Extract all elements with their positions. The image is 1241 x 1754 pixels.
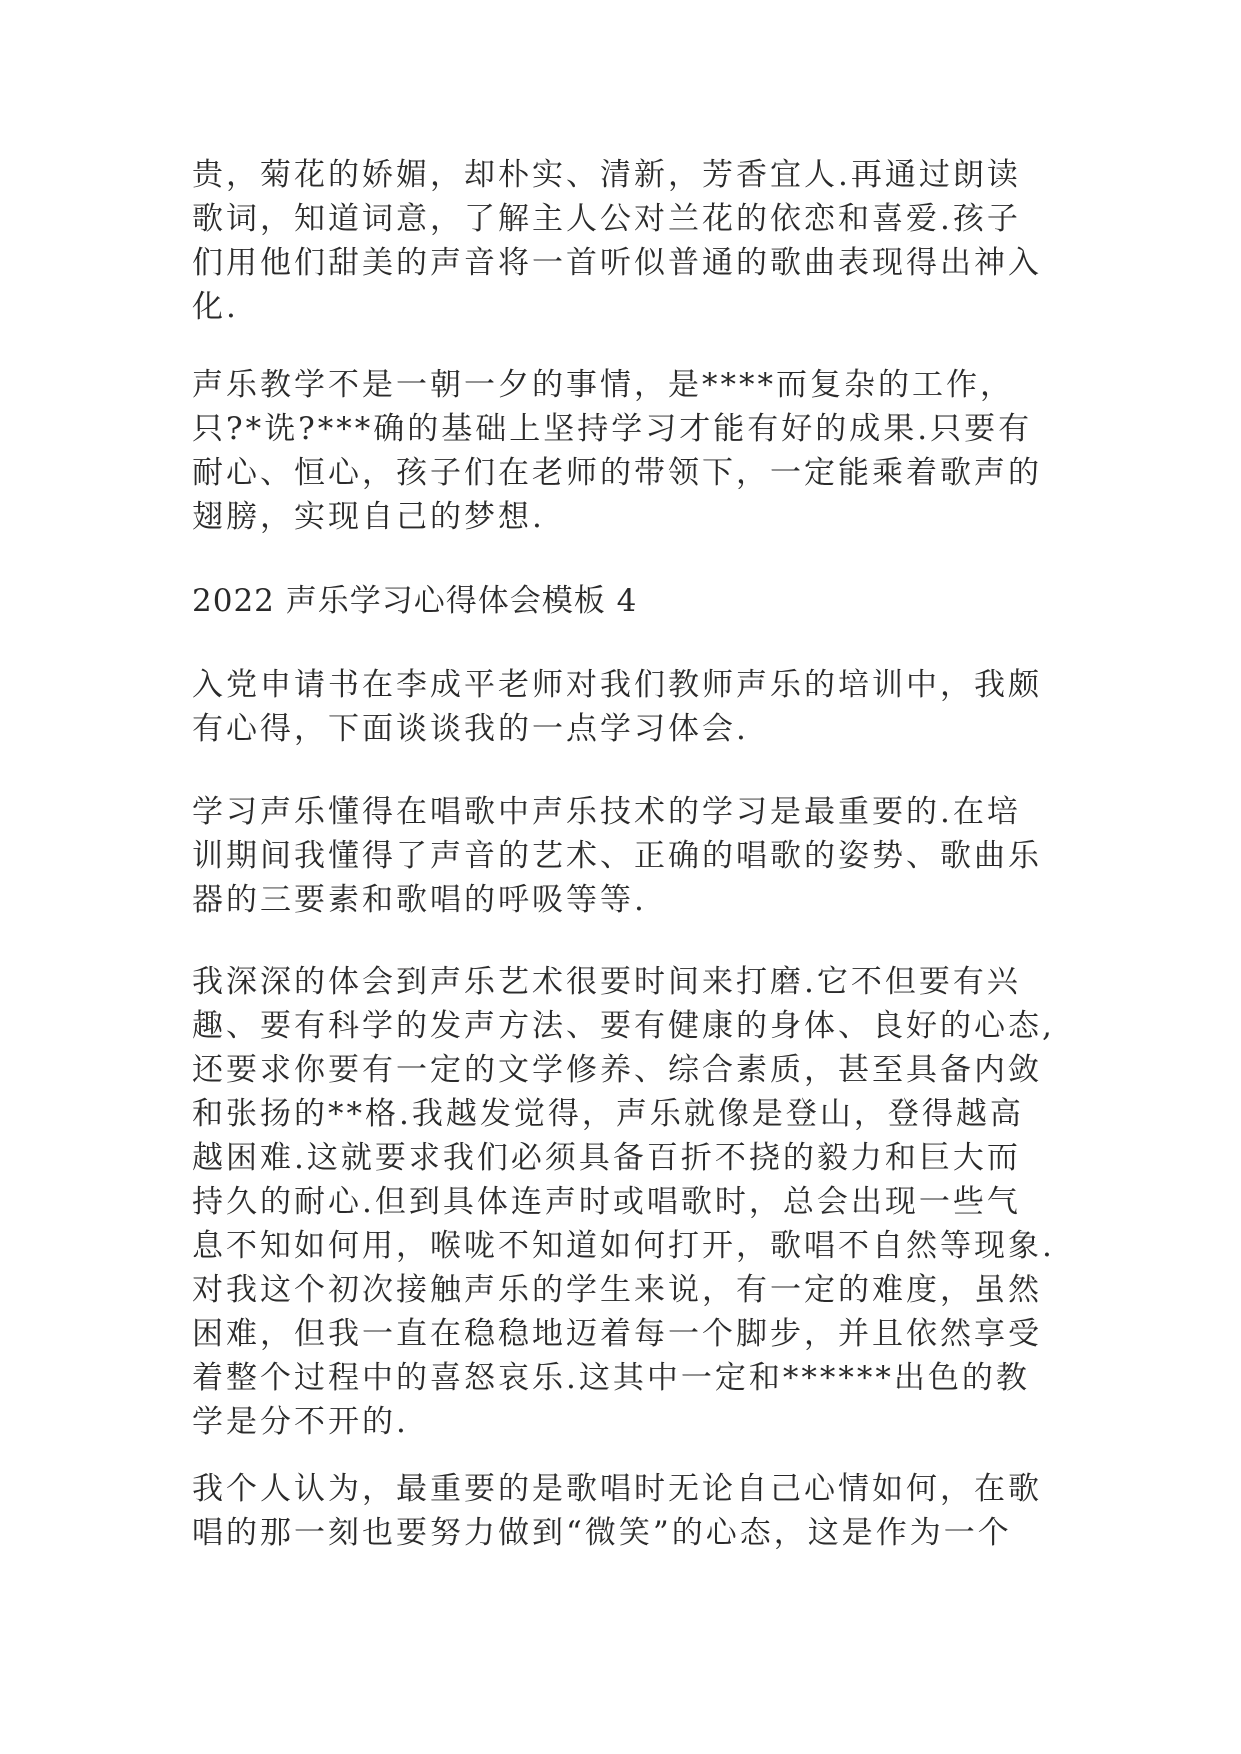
text-line: 们用他们甜美的声音将一首听似普通的歌曲表现得出神入 xyxy=(192,245,1042,281)
paragraph-orchid-song xyxy=(192,153,1042,329)
text-line: 器的三要素和歌唱的呼吸等等. xyxy=(192,882,647,918)
text-line: 困难，但我一直在稳稳地迈着每一个脚步，并且依然享受 xyxy=(192,1316,1042,1352)
text-line: 息不知如何用，喉咙不知道如何打开，歌唱不自然等现象. xyxy=(192,1228,1055,1264)
paragraph-experience xyxy=(192,960,1055,1444)
text-line: 训期间我懂得了声音的艺术、正确的唱歌的姿势、歌曲乐 xyxy=(192,838,1042,874)
section-heading xyxy=(192,579,637,623)
paragraph-vocal-teaching xyxy=(192,363,1042,539)
text-line: 有心得，下面谈谈我的一点学习体会. xyxy=(192,711,749,747)
paragraph-smile-attitude xyxy=(192,1467,1042,1555)
text-line: 越困难.这就要求我们必须具备百折不挠的毅力和巨大而 xyxy=(192,1140,1021,1176)
text-line: 只?*诜?***确的基础上坚持学习才能有好的成果.只要有 xyxy=(192,411,1033,447)
text-line: 和张扬的**格.我越发觉得，声乐就像是登山，登得越高 xyxy=(192,1096,1024,1132)
text-line: 学习声乐懂得在唱歌中声乐技术的学习是最重要的.在培 xyxy=(192,794,1021,830)
paragraph-vocal-technique xyxy=(192,790,1042,922)
text-line: 我个人认为，最重要的是歌唱时无论自己心情如何，在歌 xyxy=(192,1471,1042,1507)
text-line: 声乐教学不是一朝一夕的事情，是****而复杂的工作， xyxy=(192,367,1014,403)
paragraph-training-intro xyxy=(192,663,1042,751)
section-heading-text: 2022 声乐学习心得体会模板 4 xyxy=(192,583,638,619)
text-line: 趣、要有科学的发声方法、要有健康的身体、良好的心态, xyxy=(192,1008,1055,1044)
text-line: 还要求你要有一定的文学修养、综合素质，甚至具备内敛 xyxy=(192,1052,1042,1088)
text-line: 着整个过程中的喜怒哀乐.这其中一定和******出色的教 xyxy=(192,1360,1030,1396)
text-line: 耐心、恒心，孩子们在老师的带领下，一定能乘着歌声的 xyxy=(192,455,1042,491)
text-line: 化. xyxy=(192,289,239,325)
text-line: 入党申请书在李成平老师对我们教师声乐的培训中，我颇 xyxy=(192,667,1042,703)
text-line: 唱的那一刻也要努力做到“微笑”的心态，这是作为一个 xyxy=(192,1515,1012,1551)
text-line: 翅膀，实现自己的梦想. xyxy=(192,499,545,535)
text-line: 学是分不开的. xyxy=(192,1404,409,1440)
text-line: 歌词，知道词意，了解主人公对兰花的依恋和喜爱.孩子 xyxy=(192,201,1021,237)
text-line: 持久的耐心.但到具体连声时或唱歌时，总会出现一些气 xyxy=(192,1184,1021,1220)
text-line: 对我这个初次接触声乐的学生来说，有一定的难度，虽然 xyxy=(192,1272,1042,1308)
text-line: 贵，菊花的娇媚，却朴实、清新，芳香宜人.再通过朗读 xyxy=(192,157,1021,193)
text-line: 我深深的体会到声乐艺术很要时间来打磨.它不但要有兴 xyxy=(192,964,1021,1000)
